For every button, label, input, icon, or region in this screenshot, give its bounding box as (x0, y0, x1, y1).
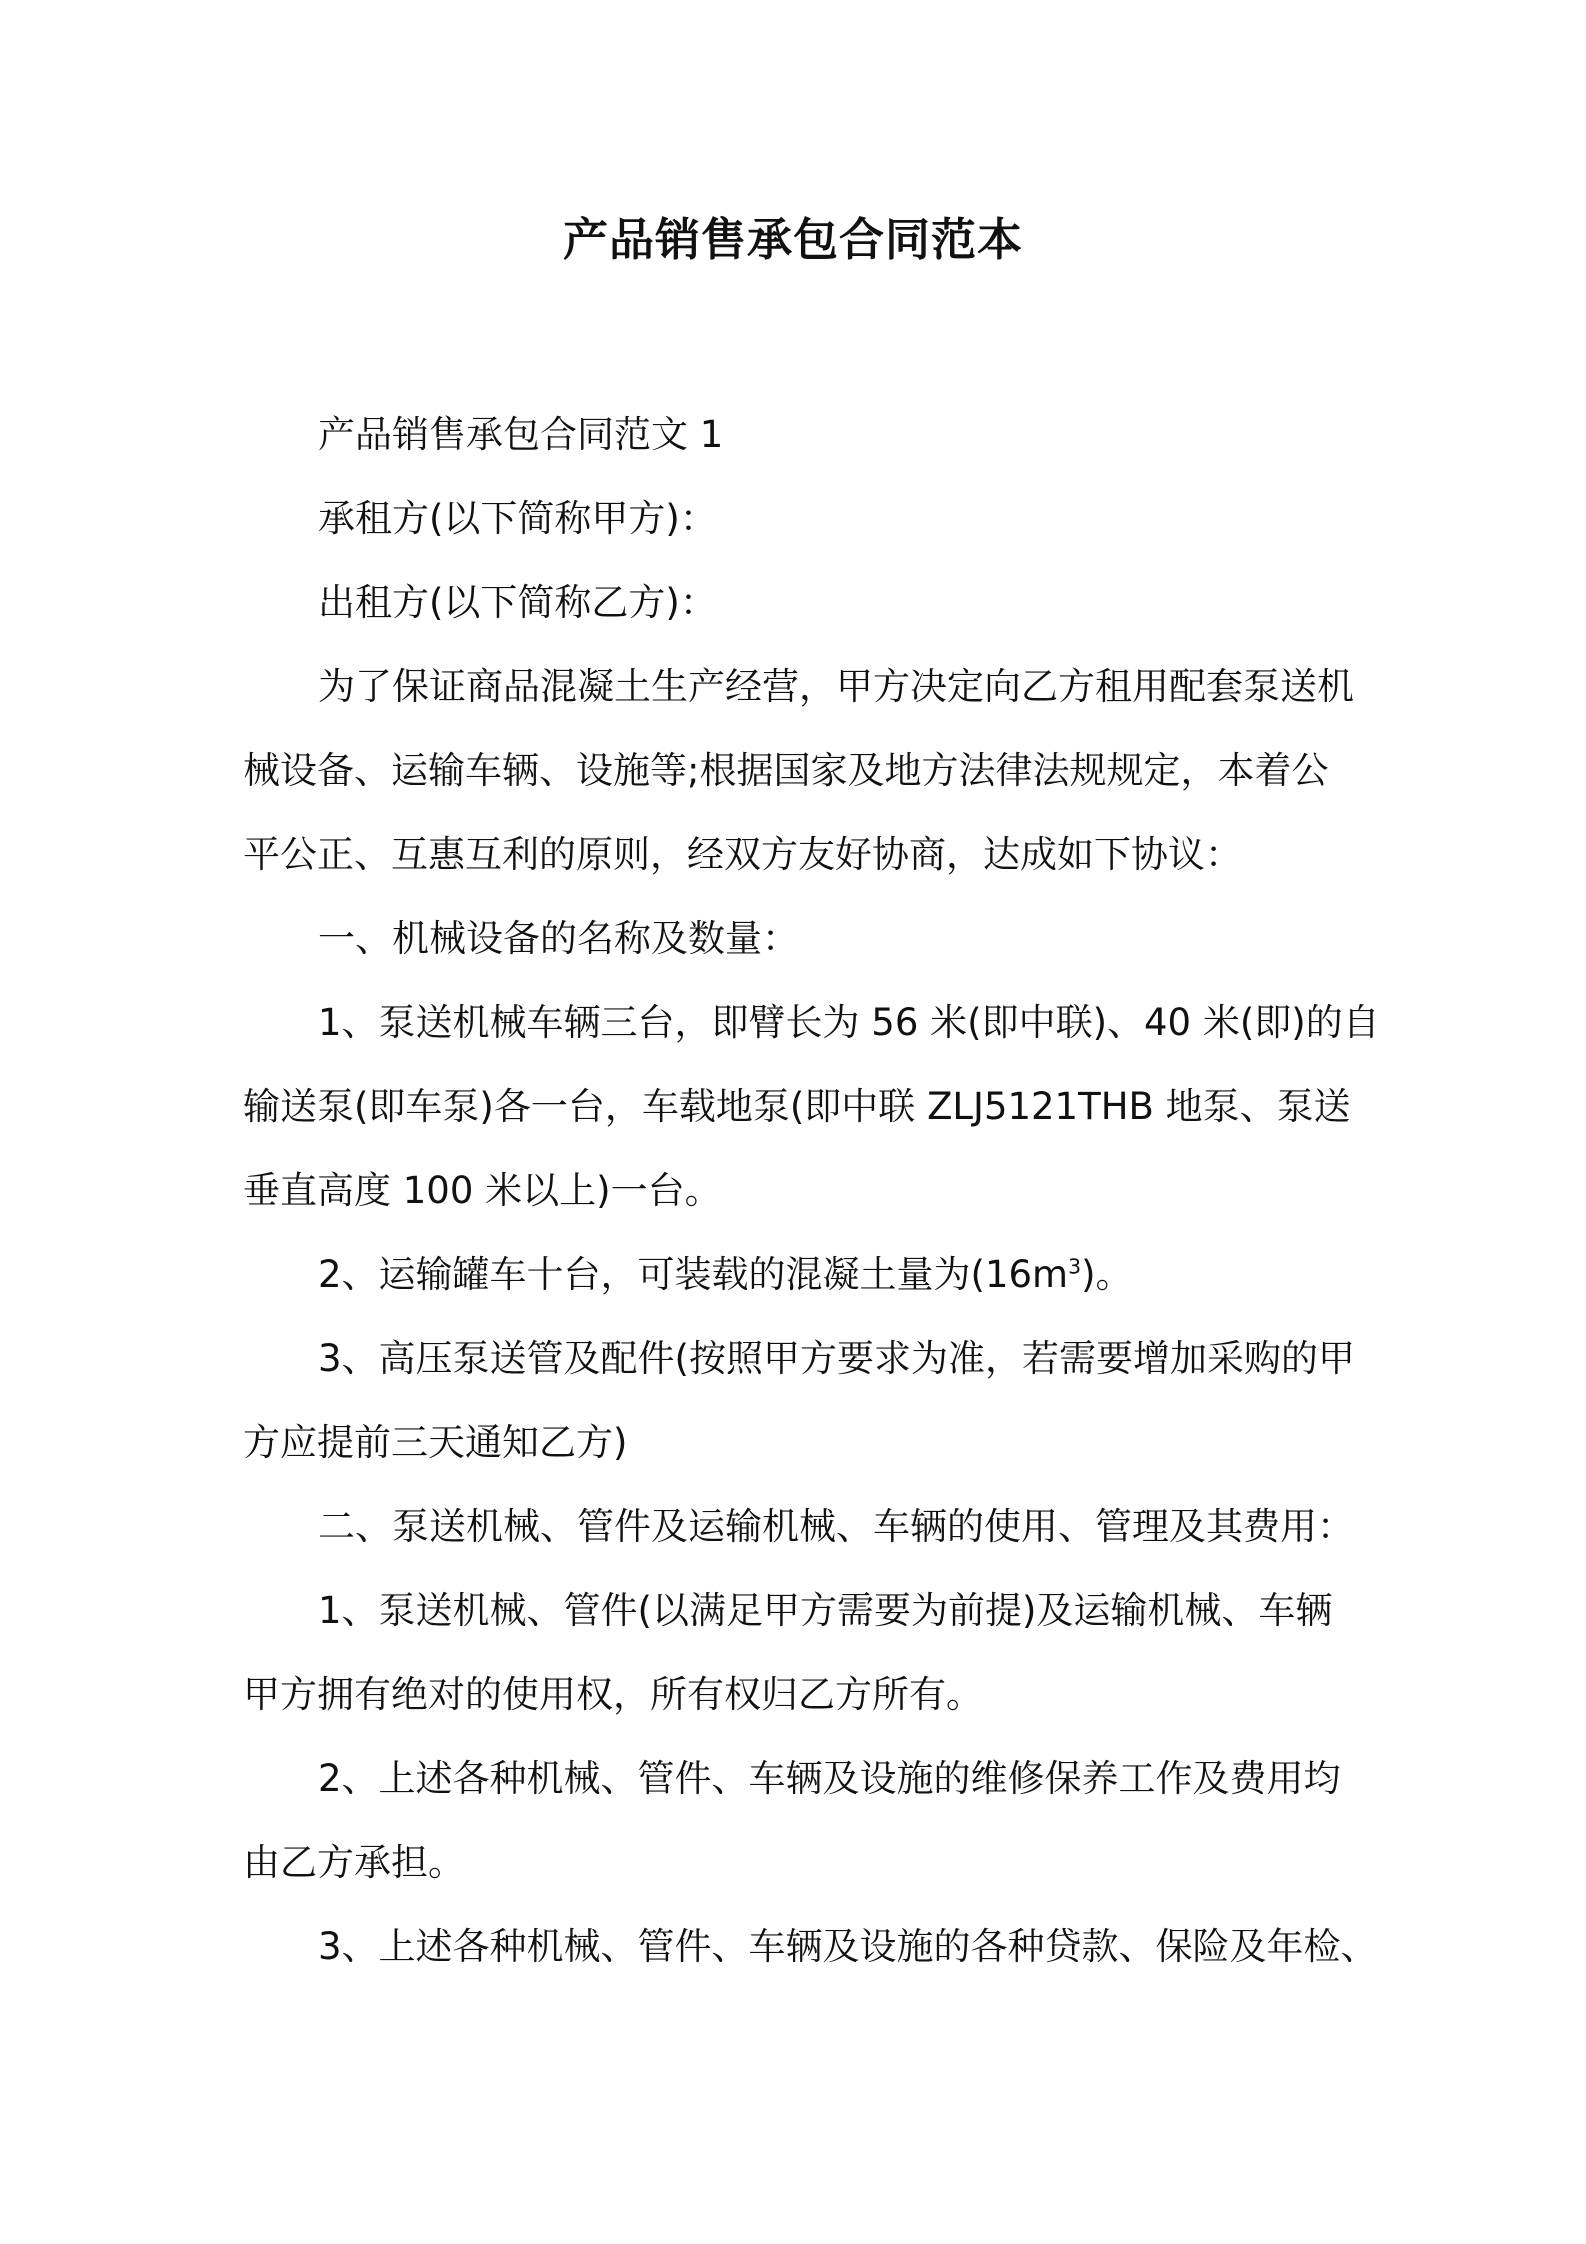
document-line: 平公正、互惠互利的原则，经双方友好协商，达成如下协议： (243, 833, 1242, 876)
document-line: 3、上述各种机械、管件、车辆及设施的各种贷款、保险及年检、 (318, 1925, 1378, 1968)
document-line-text: 2、运输罐车十台，可装载的混凝土量为(16m (318, 1253, 1069, 1296)
document-title: 产品销售承包合同范本 (562, 213, 1023, 266)
document-line: 产品销售承包合同范文 1 (318, 413, 724, 456)
document-line: 出租方(以下简称乙方)： (318, 581, 717, 624)
document-line: 由乙方承担。 (243, 1841, 465, 1884)
document-line: 械设备、运输车辆、设施等;根据国家及地方法律法规规定，本着公 (243, 749, 1329, 792)
document-line: 为了保证商品混凝土生产经营，甲方决定向乙方租用配套泵送机 (318, 665, 1354, 708)
document-line: 2、上述各种机械、管件、车辆及设施的维修保养工作及费用均 (318, 1757, 1341, 1800)
document-line-tail: )。 (1081, 1253, 1133, 1296)
document-line: 方应提前三天通知乙方) (243, 1421, 628, 1464)
document-line: 1、泵送机械车辆三台，即臂长为 56 米(即中联)、40 米(即)的自 (318, 1001, 1380, 1044)
document-line: 输送泵(即车泵)各一台，车载地泵(即中联 ZLJ5121THB 地泵、泵送 (243, 1085, 1351, 1128)
document-line: 1、泵送机械、管件(以满足甲方需要为前提)及运输机械、车辆 (318, 1589, 1333, 1632)
document-line: 承租方(以下简称甲方)： (318, 497, 717, 540)
document-line: 一、机械设备的名称及数量： (318, 917, 799, 960)
superscript: 3 (1068, 1254, 1082, 1279)
document-line: 3、高压泵送管及配件(按照甲方要求为准，若需要增加采购的甲 (318, 1337, 1355, 1380)
document-line (318, 1250, 1133, 1300)
document-line: 垂直高度 100 米以上)一台。 (243, 1169, 722, 1212)
document-line: 甲方拥有绝对的使用权，所有权归乙方所有。 (243, 1673, 983, 1716)
document-line: 二、泵送机械、管件及运输机械、车辆的使用、管理及其费用： (318, 1505, 1354, 1548)
